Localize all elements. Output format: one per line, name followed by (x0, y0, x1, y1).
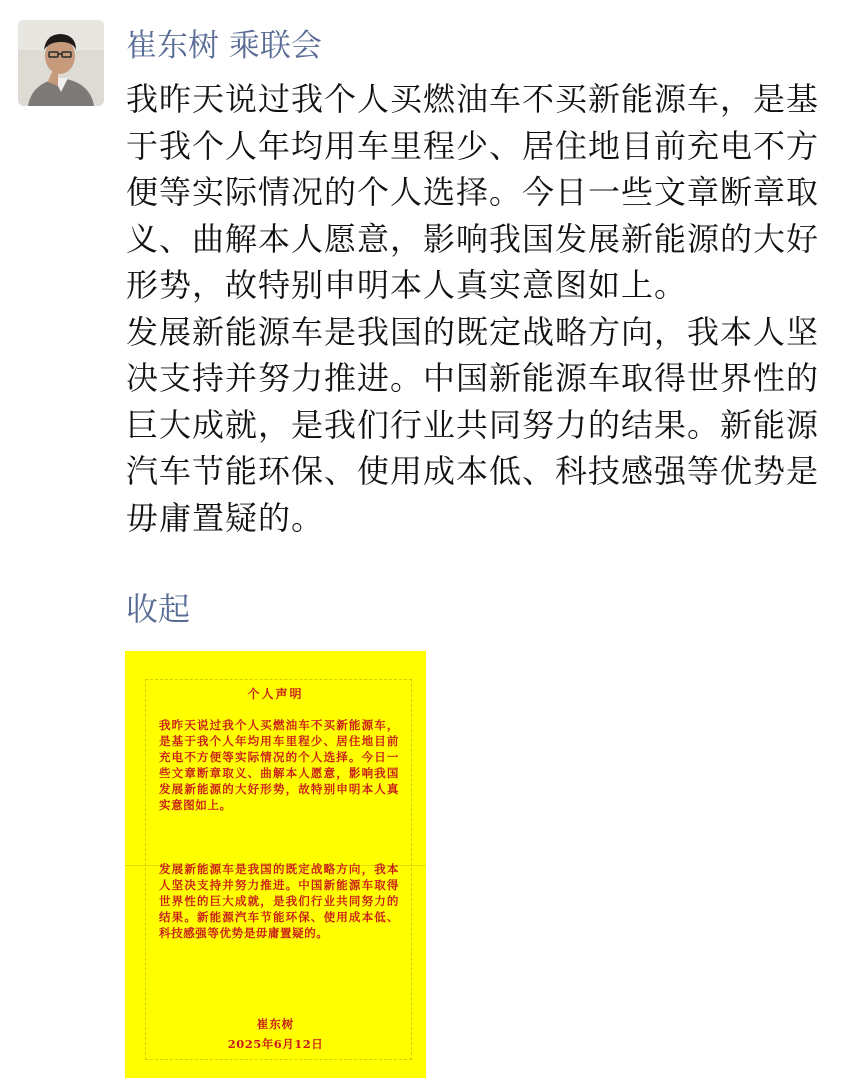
statement-title: 个人声明 (247, 687, 304, 701)
author-name[interactable]: 崔东树 乘联会 (126, 28, 322, 64)
statement-date: 2025年6月12日 (227, 1037, 324, 1051)
statement-paragraph-1: 我昨天说过我个人买燃油车不买新能源车，是基于我个人年均用车里程少、居住地目前充电不方便等实际情况的个人选择。今日一些文章断章取义、曲解本人愿意，影响我国发展新能源的大好形势，故特别申明本人真实意图如上。 (159, 718, 399, 812)
avatar-photo-icon (18, 20, 104, 106)
collapse-link[interactable]: 收起 (126, 590, 191, 628)
statement-signature: 崔东树 (256, 1017, 295, 1031)
author-avatar[interactable] (18, 20, 104, 106)
post-paragraph-1: 我昨天说过我个人买燃油车不买新能源车，是基于我个人年均用车里程少、居住地目前充电不方便等实际情况的个人选择。今日一些文章断章取义、曲解本人愿意，影响我国发展新能源的大好形势，故特别申明本人真实意图如上。 (126, 80, 820, 304)
post-text (126, 76, 826, 541)
statement-paragraph-2: 发展新能源车是我国的既定战略方向，我本人坚决支持并努力推进。中国新能源车取得世界性的巨大成就，是我们行业共同努力的结果。新能源汽车节能环保、使用成本低、科技感强等优势是毋庸置疑的。 (159, 862, 399, 940)
statement-image[interactable] (125, 651, 426, 1078)
post-paragraph-2: 发展新能源车是我国的既定战略方向，我本人坚决支持并努力推进。中国新能源车取得世界性的巨大成就，是我们行业共同努力的结果。新能源汽车节能环保、使用成本低、科技感强等优势是毋庸置疑的。 (126, 312, 820, 537)
